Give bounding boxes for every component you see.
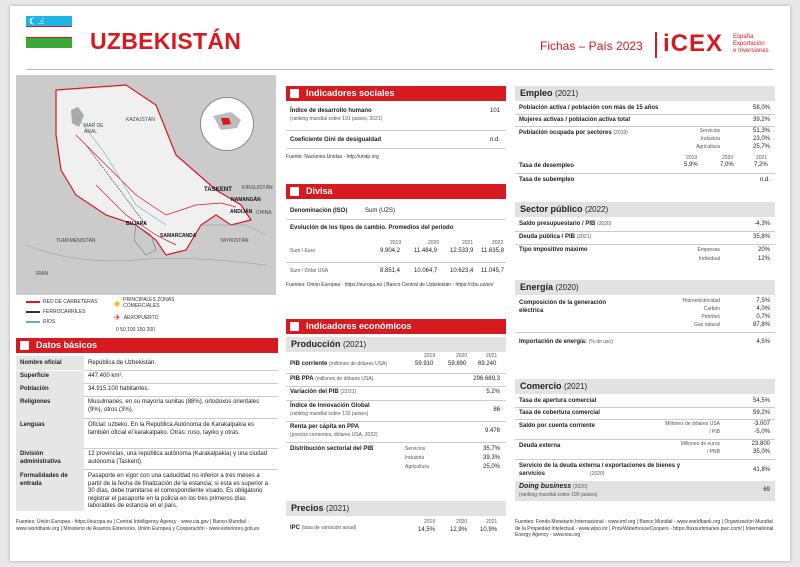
icex-logo: iCEX España Exportación e Inversiones — [655, 30, 785, 60]
datos-source: Fuentes: Unión Europea - https://europa.eu | Central Intelligency Agency - www.cia.gov | Banco Mundial - www.worldbank.org | Ministerio de Asuntos Exteriores, Unión Europea y Cooperación - www.exteriores.gob.es — [16, 519, 260, 532]
city-samarcanda: SAMARCANDA — [160, 233, 197, 239]
uzbekistan-flag — [26, 16, 72, 48]
label-kazajstan: KAZAJSTÁN — [126, 117, 155, 123]
city-bujara: BUJARA — [126, 221, 147, 227]
people-icon — [290, 89, 299, 98]
datos-basicos-header: Datos básicos — [16, 338, 278, 353]
divisa-header: Divisa — [286, 184, 506, 199]
label-turkmenistan: TURKMENISTÁN — [56, 238, 96, 244]
currency-icon — [290, 187, 299, 196]
fact-sheet-page: UZBEKISTÁN Fichas – País 2023 iCEX España Exportación e Inversiones KAZAJSTÁN MAR DE ARAL TURKMENISTÁN KIRGUISTÁN TAYIKISTÁN IRÁN CHINA TASKENT NAMANGÁN ANDIJÁN BUJARA SAMARCANDA RED DE CARRETERAS FERROCARRILES RÍOS ◆ PRINCIPALES ZONAS COMERCIALES ✈ AEROPUERTO 0 50 100 150 200 Datos básicos Nombre oficial República de Uzbekistán. Superficie 447.400 km². Población 34.915.100 habitantes. Religiones Musulmanes, en su mayoría sunitas (88%), ortodoxos orientales (9%), otros (3%). Lenguas Oficial: uzbeko. En la República Autónoma de Karakalpakia es también oficial el karakalpako. Otras: ruso, tayiko y otras. División administrativa 12 provincias, una república autónoma (Karakalpakia) y una ciudad autónoma (Taskent). Formalidades de entrada Pasaporte en vigor con una caducidad no inferior a tres meses a partir de la fecha de finalización de la estancia; si esta es superior a 30 días, debe tramitarse el correspondiente visado. Es obligatorio registrar el pasaporte en la policía en los tres primeros días laborables de estancia en el país. Fuentes: Unión Europea - https://europa.eu | Central Intelligency Agency - www.cia.gov | Banco Mundial - www.worldbank.org | Ministerio de Asuntos Exteriores, Unión Europea y Cooperación - www.exteriores.gob.es Indicadores sociales Índice de desarrollo humano (ranking mundial sobre 191 países, 2021) 101 Coeficiente Gini de desigualdad n.d. Fuente: Naciones Unidas - http://undp.org Divisa Denominación (ISO) Sum (UZS) Evolución de los tipos de cambio. Promedios del periodo 2019 2020 2021 2022 Sum / Euro 9.904,2 11.484,9 12.533,9 11.635,8 Sum / Dólar USA 8.851,4 10.064,7 10.623,4 11.045,7 Fuentes: Unión Europea - https://europa.eu | Banco Central de Uzbekistán - https://cbu.uz/en/ Indicadores económicos Producción (2021) 2019 2020 2021 PIB corriente (millones de dólares USA) 59.910 59.890 69.240 PIB PPA (millones de dólares USA) 296.689,3 Variación del PIB (22/21) 5,2% Índice de Innovación Global (ranking mundial sobre 132 países) 86 Renta per cápita en PPA (precios corrientes, dólares USA, 2022) 9.478 Distribución sectorial del PIB Servicios 35,7% Industria 39,3% Agricultura 25,0% Precios (2021) 2019 2020 2021 IPC (tasa de variación anual) 14,5% 12,9% 10,9% Empleo (2021) Población activa / población con más de 15 años 58,0% Mujeres activas / población activa total 39,2% Población ocupada por sectores (2019) Servicios 51,3% Industria 23,0% Agricultura 25,7% 2019 2020 2021 Tasa de desempleo 5,9% 7,0% 7,2% Tasa de subempleo n.d. Sector público (2022) Saldo presupuestario / PIB (2020) -4,3% Deuda pública / PIB (2021) 35,8% Tipo impositivo máximo Empresas 20% Individual 12% Energía (2020) Composición de la generación eléctrica Hidroelectricidad 7,5% Carbón 4,0% Petróleo 0,7% Gas natural 87,8% Importación de energía: (% de uso) 4,5% Comercio (2021) Tasa de apertura comercial 54,5% Tasa de cobertura comercial 59,2% Saldo por cuenta corriente Millones de dólares USA -3.007 / PIB -5,0% Deuda externa Millones de euros 23.800 / PNB 35,0% Servicio de la deuda externa / exportaciones de bienes y servicios (2020) 41,8% Doing business (2020) (ranking mundial sobre 190 países) 69 Fuentes: Fondo Monetario Internacional - www.imf.org | Banco Mundial - www.worldbank.org | Organización Mundial de la Propiedad Intelectual - www.wipo.int | PriceWaterhouseCoopers - https://taxsummaries.pwc.com/ | International Energy Agency - www.iea.org — [10, 6, 790, 561]
label-tayikistan: TAYIKISTÁN — [220, 238, 249, 244]
idh-label: Índice de desarrollo humano — [290, 108, 372, 114]
produccion-header: Producción (2021) — [286, 337, 506, 352]
map-scale: 0 50 100 150 200 — [116, 327, 155, 333]
empleo-header: Empleo (2021) — [515, 86, 775, 101]
comercio-header: Comercio (2021) — [515, 379, 775, 394]
label-kirguistan: KIRGUISTÁN — [242, 185, 273, 191]
label-iran: IRÁN — [36, 271, 48, 277]
publico-header: Sector público (2022) — [515, 202, 775, 217]
label-china: CHINA — [256, 210, 272, 216]
energia-header: Energía (2020) — [515, 280, 775, 295]
locator-inset — [200, 97, 254, 151]
idh-value: 101 — [489, 108, 500, 114]
city-andijan: ANDIJÁN — [230, 209, 253, 215]
sociales-header: Indicadores sociales — [286, 86, 506, 101]
label-aral: MAR DE ARAL — [84, 123, 104, 135]
chart-icon — [290, 322, 299, 331]
country-title: UZBEKISTÁN — [90, 28, 242, 54]
economicos-header: Indicadores económicos — [286, 319, 506, 334]
city-taskent: TASKENT — [204, 187, 232, 193]
city-namangan: NAMANGÁN — [231, 197, 261, 203]
map-legend: RED DE CARRETERAS FERROCARRILES RÍOS ◆ PRINCIPALES ZONAS COMERCIALES ✈ AEROPUERTO 0 50 100 150 200 — [16, 295, 276, 337]
series-title: Fichas – País 2023 — [540, 39, 643, 53]
info-icon — [20, 341, 29, 350]
precios-header: Precios (2021) — [286, 501, 506, 516]
right-source: Fuentes: Fondo Monetario Internacional - www.imf.org | Banco Mundial - www.worldbank.org | Organización Mundial de la Propiedad Intelectual - www.wipo.int | PriceWaterhouseCoopers - https://taxsummaries.pwc.com/ | International Energy Agency - www.iea.org — [515, 519, 774, 538]
datos-basicos-table: Nombre oficial República de Uzbekistán. Superficie 447.400 km². Población 34.915.100 habitantes. Religiones Musulmanes, en su mayoría sunitas (88%), ortodoxos orientales (9%), otros (3%). Lenguas Oficial: uzbeko. En la República Autónoma de Karakalpakia es también oficial el karakalpako. Otras: ruso, tayiko y otras. División administrativa 12 provincias, una república autónoma (Karakalpakia) y una ciudad autónoma (Taskent). Formalidades de entrada Pasaporte en vigor con una caducidad no inferior a tres meses a partir de la fecha de finalización de la estancia; si esta es superior a 30 días, debe tramitarse el correspondiente visado. Es obligatorio registrar el pasaporte en la policía en los tres primeros días laborables de estancia en el país. — [16, 356, 278, 511]
header-divider — [26, 69, 774, 70]
country-map — [16, 75, 276, 325]
